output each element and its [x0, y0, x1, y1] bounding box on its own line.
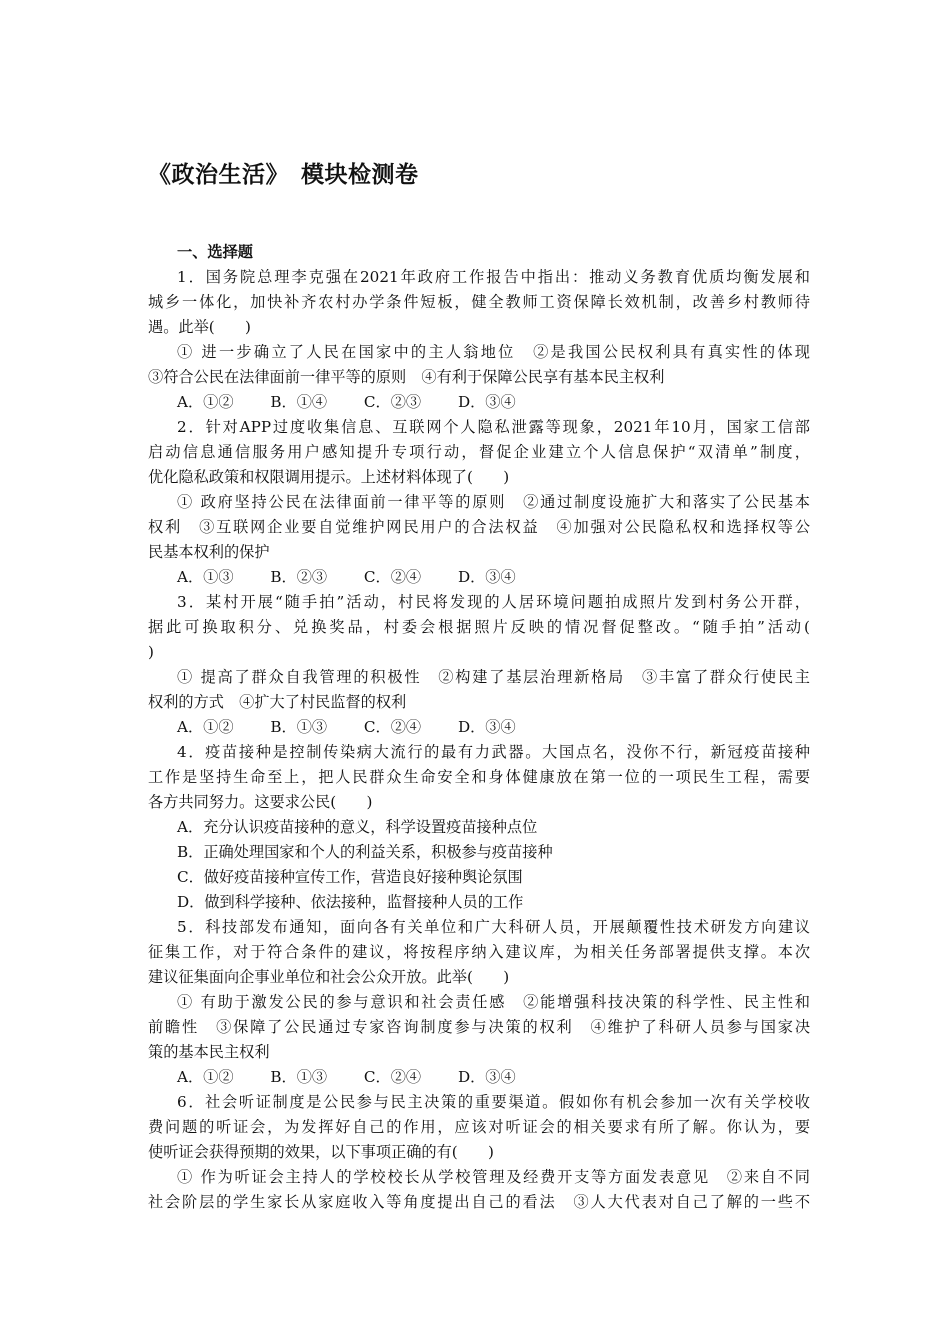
q6-statement-line-1: ① 作为听证会主持人的学校校长从学校管理及经费开支等方面发表意见 ②来自不同: [177, 1168, 810, 1186]
q2-options: [148, 565, 810, 590]
q5-option-b: B．①③: [270, 1068, 328, 1086]
q3-stem-line-3: ): [148, 643, 154, 661]
q6-stem-line-3: 使听证会获得预期的效果，以下事项正确的有( ): [148, 1143, 494, 1161]
q2-statement-line-1: ① 政府坚持公民在法律面前一律平等的原则 ②通过制度设施扩大和落实了公民基本: [177, 493, 810, 511]
q4-option-b: B．正确处理国家和个人的利益关系，积极参与疫苗接种: [177, 843, 553, 861]
q5-option-a: A．①②: [177, 1068, 234, 1086]
q3-statement-line-1: ① 提高了群众自我管理的积极性 ②构建了基层治理新格局 ③丰富了群众行使民主: [177, 668, 810, 686]
q6-stem-line-1: 6．社会听证制度是公民参与民主决策的重要渠道。假如你有机会参加一次有关学校收: [177, 1093, 810, 1111]
q6-stem-line-2: 费问题的听证会，为发挥好自己的作用，应该对听证会的相关要求有所了解。你认为，要: [148, 1118, 810, 1136]
q5-statement-line-2: 前瞻性 ③保障了公民通过专家咨询制度参与决策的权利 ④维护了科研人员参与国家决: [148, 1018, 810, 1036]
q5-option-d: D．③④: [457, 1068, 516, 1086]
q1-options: [148, 390, 810, 415]
q4-option-d: D．做到科学接种、依法接种，监督接种人员的工作: [177, 893, 524, 911]
q5-stem-line-2: 征集工作，对于符合条件的建议，将按程序纳入建议库，为相关任务部署提供支撑。本次: [148, 943, 810, 961]
q1-stem-line-3: 遇。此举( ): [148, 318, 251, 336]
q2-stem-line-2: 启动信息通信服务用户感知提升专项行动，督促企业建立个人信息保护“双清单”制度，: [148, 443, 810, 461]
q2-statement-line-3: 民基本权利的保护: [148, 543, 270, 561]
q3-stem-line-1: 3．某村开展“随手拍”活动，村民将发现的人居环境问题拍成照片发到村务公开群，: [177, 593, 810, 611]
page-title: 《政治生活》 模块检测卷: [148, 161, 419, 188]
q6-statement-line-2: 社会阶层的学生家长从家庭收入等角度提出自己的看法 ③人大代表对自己了解的一些不: [148, 1193, 810, 1211]
q2-stem-line-3: 优化隐私政策和权限调用提示。上述材料体现了( ): [148, 468, 510, 486]
q2-option-c: C．②④: [363, 568, 422, 586]
q3-statement-line-2: 权利的方式 ④扩大了村民监督的权利: [148, 693, 407, 711]
q5-stem-line-1: 5．科技部发布通知，面向各有关单位和广大科研人员，开展颠覆性技术研发方向建议: [177, 918, 810, 936]
q3-option-c: C．②④: [363, 718, 422, 736]
q3-option-a: A．①②: [177, 718, 234, 736]
q2-statement-line-2: 权利 ③互联网企业要自觉维护网民用户的合法权益 ④加强对公民隐私权和选择权等公: [148, 518, 810, 536]
question-list: [148, 240, 810, 1215]
q4-option-c: C．做好疫苗接种宣传工作，营造良好接种舆论氛围: [177, 868, 523, 886]
q1-stem-line-2: 城乡一体化，加快补齐农村办学条件短板，健全教师工资保障长效机制，改善乡村教师待: [148, 293, 810, 311]
q1-option-c: C．②③: [363, 393, 422, 411]
q3-stem-line-2: 据此可换取积分、兑换奖品，村委会根据照片反映的情况督促整改。“随手拍”活动(: [148, 618, 810, 636]
q2-option-a: A．①③: [177, 568, 234, 586]
q2-stem-line-1: 2．针对APP过度收集信息、互联网个人隐私泄露等现象，2021年10月，国家工信部: [177, 418, 810, 436]
q1-statement-line-1: ① 进一步确立了人民在国家中的主人翁地位 ②是我国公民权利具有真实性的体现: [177, 343, 810, 361]
q5-stem-line-3: 建议征集面向企事业单位和社会公众开放。此举( ): [148, 968, 510, 986]
q4-option-a: A．充分认识疫苗接种的意义，科学设置疫苗接种点位: [177, 818, 538, 836]
q3-options: [148, 715, 810, 740]
q2-option-d: D．③④: [457, 568, 516, 586]
q5-options: [148, 1065, 810, 1090]
q1-option-b: B．①④: [270, 393, 328, 411]
q3-option-b: B．①③: [270, 718, 328, 736]
q1-option-a: A．①②: [177, 393, 234, 411]
q5-statement-line-1: ① 有助于激发公民的参与意识和社会责任感 ②能增强科技决策的科学性、民主性和: [177, 993, 810, 1011]
q5-statement-line-3: 策的基本民主权利: [148, 1043, 270, 1061]
q3-option-d: D．③④: [457, 718, 516, 736]
q2-option-b: B．②③: [270, 568, 328, 586]
section-heading: 一、选择题: [177, 243, 253, 261]
q4-stem-line-3: 各方共同努力。这要求公民( ): [148, 793, 373, 811]
q4-stem-line-1: 4．疫苗接种是控制传染病大流行的最有力武器。大国点名，没你不行，新冠疫苗接种: [177, 743, 810, 761]
q4-stem-line-2: 工作是坚持生命至上，把人民群众生命安全和身体健康放在第一位的一项民生工程，需要: [148, 768, 810, 786]
q1-option-d: D．③④: [457, 393, 516, 411]
q5-option-c: C．②④: [363, 1068, 422, 1086]
q1-statement-line-2: ③符合公民在法律面前一律平等的原则 ④有利于保障公民享有基本民主权利: [148, 368, 665, 386]
q1-stem-line-1: 1．国务院总理李克强在2021年政府工作报告中指出：推动义务教育优质均衡发展和: [177, 268, 810, 286]
